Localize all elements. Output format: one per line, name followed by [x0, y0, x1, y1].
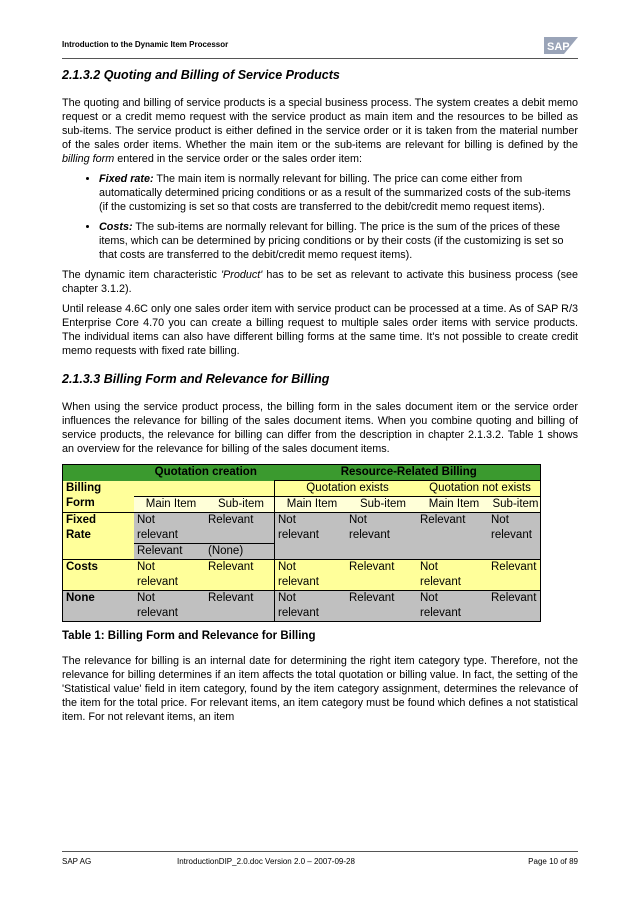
paragraph: The relevance for billing is an internal date for determining the right item category type. Therefore, not the relevance for billing determines if an item affects the total quotation or billing value. In fact, the setting of the 'Statistical value' field in item category, found by the item category assignment, determines the relevance of the item for the total price. For relevant items, an item category must be found which defines a not statistical item. For not relevant items, an item — [62, 655, 578, 723]
table-cell: Not relevant — [346, 513, 417, 560]
table-cell: Not relevant — [275, 591, 347, 622]
paragraph: When using the service product process, the billing form in the sales document item or the service order influences the relevance for billing of the sales document items. When you combine quoting and billing of service products, the relevance for billing can differ from the description in chapter 2.1.3.2. Table 1 shows an overview for the relevance for billing of the sales document items. — [62, 401, 578, 455]
table-cell: Not relevant — [134, 591, 205, 622]
table-cell: Relevant — [205, 560, 275, 591]
list-item: • Costs: The sub-items are normally relevant for billing. The price is the sum of the prices of these items, which can be determined by pricing conditions or by their costs (if the customizing is set so that costs are transferred to the debit/credit memo request items). — [99, 220, 578, 262]
row-header-none: None — [63, 591, 135, 622]
footer-page-number: Page 10 of 89 — [528, 857, 578, 866]
table-cell: Not relevant — [488, 513, 541, 560]
page-content — [62, 60, 578, 730]
paragraph: Until release 4.6C only one sales order item with service product can be processed at a time. As of SAP R/3 Enterprise Core 4.70 you can create a billing request to multiple sales order items with service products. The individual items can also have different billing forms at the same time. It's not possible to create credit memo requests with fixed rate billing. — [62, 303, 578, 357]
table-cell: Not relevant — [417, 560, 488, 591]
row-header-fixed-rate: Fixed Rate — [63, 513, 135, 560]
footer-document: IntroductionDIP_2.0.doc Version 2.0 – 2007-09-28 — [177, 857, 355, 866]
column-header-main-item: Main Item — [134, 497, 205, 513]
svg-text:SAP: SAP — [547, 41, 570, 53]
table-cell: Not relevant — [134, 560, 205, 591]
table-cell: Relevant — [346, 591, 417, 622]
section-heading-billing-form: 2.1.3.3 Billing Form and Relevance for Billing — [62, 372, 330, 386]
table-cell: Not relevant — [417, 591, 488, 622]
table-cell: Relevant — [488, 560, 541, 591]
table-cell: Relevant — [488, 591, 541, 622]
table-header-cell — [63, 465, 135, 481]
column-header-sub-item: Sub-item — [488, 497, 541, 513]
page-header — [62, 36, 578, 59]
header-title: Introduction to the Dynamic Item Processor — [62, 40, 229, 49]
column-header-sub-item: Sub-item — [205, 497, 275, 513]
row-header-billing-form: Billing Form — [63, 481, 135, 513]
table-caption: Table 1: Billing Form and Relevance for Billing — [62, 630, 316, 642]
table-header-cell: Quotation exists — [275, 481, 418, 497]
column-header-main-item: Main Item — [275, 497, 347, 513]
column-header-main-item: Main Item — [417, 497, 488, 513]
row-header-costs: Costs — [63, 560, 135, 591]
paragraph: The dynamic item characteristic 'Product' has to be set as relevant to activate this business process (see chapter 3.1.2). — [62, 269, 578, 295]
table-cell: Relevant — [134, 544, 205, 560]
section-heading-quoting: 2.1.3.2 Quoting and Billing of Service Products — [62, 68, 340, 82]
table-header-cell — [134, 481, 275, 497]
paragraph: The quoting and billing of service products is a special business process. The system creates a debit memo request or a credit memo request with the service product as main item and the resources to be billed as sub-items. The service product is either defined in the service order or it is taken from the material number of the sales order items. Whether the main item or the sub-items are relevant for billing is defined by the billing form entered in the service order or the sales order item: — [62, 97, 578, 165]
table-cell: Not relevant — [275, 513, 347, 560]
column-header-sub-item: Sub-item — [346, 497, 417, 513]
table-cell: Relevant — [205, 591, 275, 622]
list-item: • Fixed rate: The main item is normally relevant for billing. The price can come either from automatically determined pricing conditions or as a result of the summarized costs of the sub-items (if the customizing is set so that costs are transferred to the debit/credit memo request items). — [99, 172, 578, 214]
table-cell: Not relevant — [134, 513, 205, 544]
table-cell: Relevant — [346, 560, 417, 591]
table-cell: Relevant — [417, 513, 488, 560]
table-header-cell: Resource-Related Billing — [275, 465, 541, 481]
table-cell: Relevant — [205, 513, 275, 544]
table-header-cell: Quotation creation — [134, 465, 275, 481]
sap-logo — [544, 37, 578, 54]
billing-relevance-table — [62, 464, 541, 622]
footer-company: SAP AG — [62, 857, 92, 866]
table-cell: (None) — [205, 544, 275, 560]
table-cell: Not relevant — [275, 560, 347, 591]
bullet-list — [62, 172, 578, 262]
page-footer — [62, 851, 578, 872]
table-header-cell: Quotation not exists — [417, 481, 541, 497]
